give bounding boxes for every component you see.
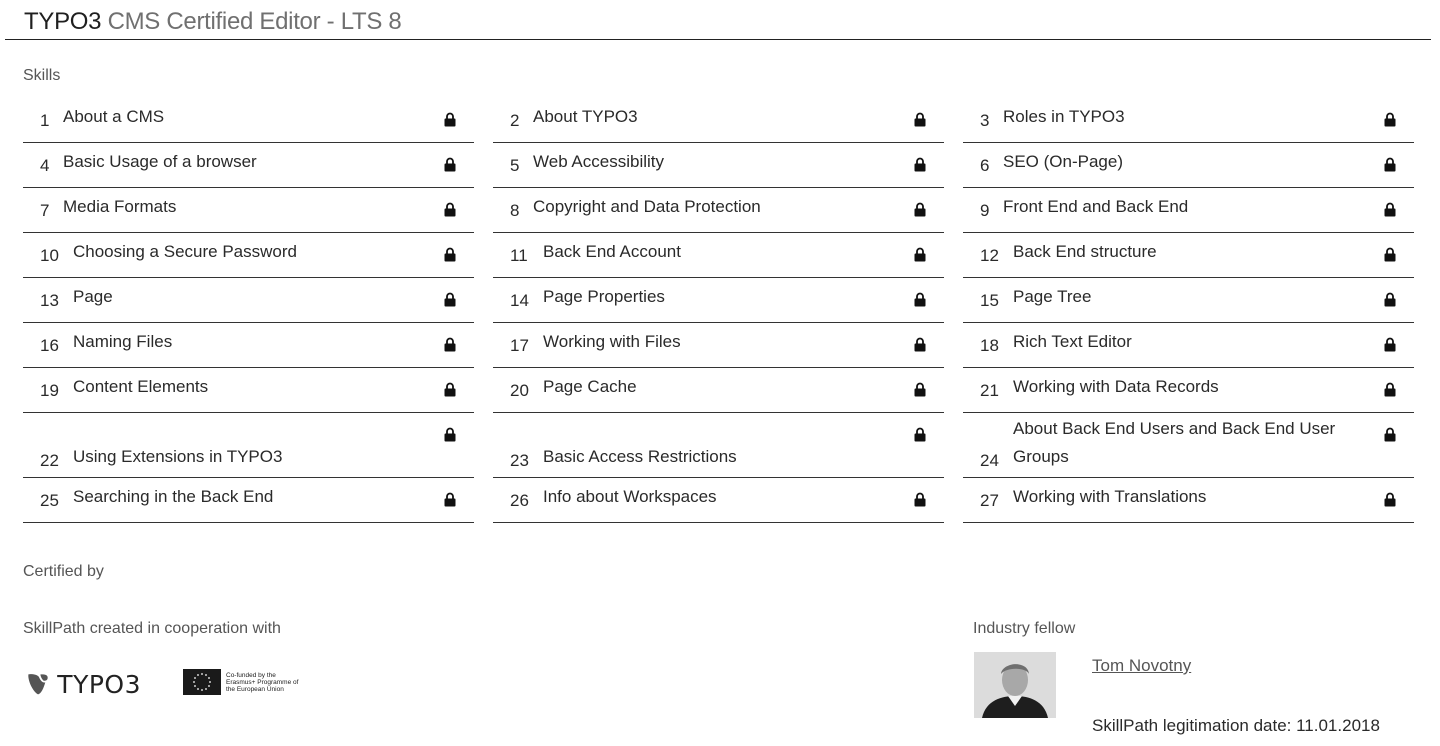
- skill-number: 19: [40, 381, 59, 400]
- skill-number: 4: [40, 156, 50, 175]
- skill-number: 3: [980, 111, 990, 130]
- skill-label: Searching in the Back End: [73, 487, 274, 506]
- skill-label: Web Accessibility: [533, 152, 665, 171]
- brand-light: CMS Certified Editor - LTS 8: [101, 8, 402, 35]
- lock-icon: [444, 112, 456, 127]
- skill-label: Info about Workspaces: [543, 487, 717, 506]
- skill-label: About TYPO3: [533, 107, 638, 126]
- skill-item[interactable]: [23, 143, 474, 188]
- lock-icon: [914, 492, 926, 507]
- skill-number: 14: [510, 291, 529, 310]
- skill-item[interactable]: [493, 413, 944, 478]
- skill-label: Naming Files: [73, 332, 173, 351]
- lock-icon: [1384, 247, 1396, 262]
- skill-label: Page Properties: [543, 287, 665, 306]
- skill-item[interactable]: [963, 143, 1414, 188]
- lock-icon: [1384, 292, 1396, 307]
- lock-icon: [1384, 157, 1396, 172]
- skill-item[interactable]: [23, 478, 474, 523]
- skill-item[interactable]: [963, 413, 1414, 478]
- skill-number: 9: [980, 201, 990, 220]
- lock-icon: [1384, 427, 1396, 442]
- typo3-logo[interactable]: [26, 667, 141, 701]
- lock-icon: [444, 292, 456, 307]
- skill-item[interactable]: [23, 368, 474, 413]
- lock-icon: [1384, 337, 1396, 352]
- skill-number: 7: [40, 201, 50, 220]
- typo3-logo-text: TYPO3: [57, 669, 141, 699]
- skill-label: Content Elements: [73, 377, 209, 396]
- skill-label: Roles in TYPO3: [1003, 107, 1125, 126]
- skill-label: Back End structure: [1013, 242, 1157, 261]
- skill-label: SEO (On-Page): [1003, 152, 1123, 171]
- skill-item[interactable]: [963, 323, 1414, 368]
- lock-icon: [914, 292, 926, 307]
- skill-item[interactable]: [493, 368, 944, 413]
- skill-item[interactable]: [963, 188, 1414, 233]
- cooperation-heading: SkillPath created in cooperation with: [23, 620, 281, 637]
- skill-label: Page: [73, 287, 113, 306]
- skill-number: 2: [510, 111, 520, 130]
- skill-number: 26: [510, 491, 529, 510]
- page-title: [24, 8, 401, 36]
- skill-number: 5: [510, 156, 520, 175]
- lock-icon: [444, 382, 456, 397]
- skill-label: Basic Usage of a browser: [63, 152, 257, 171]
- skill-label: Media Formats: [63, 197, 177, 216]
- skill-number: 16: [40, 336, 59, 355]
- lock-icon: [914, 112, 926, 127]
- skill-item[interactable]: [493, 233, 944, 278]
- skill-number: 20: [510, 381, 529, 400]
- skill-label: Back End Account: [543, 242, 681, 261]
- skill-label: Using Extensions in TYPO3: [73, 447, 283, 466]
- skill-label: Working with Data Records: [1013, 377, 1219, 396]
- skill-item[interactable]: [23, 323, 474, 368]
- lock-icon: [1384, 492, 1396, 507]
- skill-number: 15: [980, 291, 999, 310]
- lock-icon: [444, 157, 456, 172]
- skill-number: 25: [40, 491, 59, 510]
- skill-number: 6: [980, 156, 990, 175]
- skill-item[interactable]: [23, 278, 474, 323]
- skill-item[interactable]: [493, 143, 944, 188]
- lock-icon: [444, 427, 456, 442]
- lock-icon: [444, 202, 456, 217]
- legitimation-date: SkillPath legitimation date: 11.01.2018: [1092, 716, 1380, 735]
- skill-label: About a CMS: [63, 107, 165, 126]
- skill-label: About Back End Users and Back End User Groups: [1013, 419, 1336, 466]
- skill-number: 24: [980, 451, 999, 470]
- page-header: [5, 0, 1431, 40]
- skill-number: 22: [40, 451, 59, 470]
- skill-label: Basic Access Restrictions: [543, 447, 737, 466]
- eu-flag-icon: [183, 669, 221, 695]
- eu-logo-text: Co-funded by the Erasmus+ Programme of the European Union: [226, 671, 299, 693]
- skill-label: Copyright and Data Protection: [533, 197, 761, 216]
- skill-item[interactable]: [963, 368, 1414, 413]
- skill-item[interactable]: [493, 323, 944, 368]
- skill-item[interactable]: [963, 98, 1414, 143]
- skill-label: Working with Files: [543, 332, 681, 351]
- skills-grid: [23, 98, 1415, 522]
- skill-item[interactable]: [493, 98, 944, 143]
- skill-number: 27: [980, 491, 999, 510]
- skill-label: Page Tree: [1013, 287, 1092, 306]
- lock-icon: [914, 247, 926, 262]
- skill-item[interactable]: [23, 98, 474, 143]
- skill-item[interactable]: [493, 478, 944, 523]
- skill-number: 18: [980, 336, 999, 355]
- eu-erasmus-logo[interactable]: [183, 668, 308, 696]
- brand-strong: TYPO3: [24, 8, 102, 35]
- avatar: [974, 652, 1056, 718]
- skill-item[interactable]: [963, 233, 1414, 278]
- typo3-logo-icon: [26, 669, 53, 699]
- skill-number: 11: [510, 246, 528, 265]
- skill-label: Rich Text Editor: [1013, 332, 1132, 351]
- skill-number: 23: [510, 451, 529, 470]
- skill-item[interactable]: [963, 478, 1414, 523]
- lock-icon: [914, 337, 926, 352]
- skill-label: Choosing a Secure Password: [73, 242, 297, 261]
- skill-item[interactable]: [493, 188, 944, 233]
- lock-icon: [1384, 202, 1396, 217]
- skill-number: 10: [40, 246, 59, 265]
- certified-by-heading: Certified by: [23, 563, 104, 580]
- lock-icon: [914, 202, 926, 217]
- lock-icon: [1384, 112, 1396, 127]
- industry-fellow-heading: Industry fellow: [973, 620, 1076, 637]
- lock-icon: [444, 337, 456, 352]
- lock-icon: [914, 157, 926, 172]
- lock-icon: [914, 382, 926, 397]
- skill-number: 17: [510, 336, 529, 355]
- skill-item[interactable]: [23, 188, 474, 233]
- skill-number: 13: [40, 291, 59, 310]
- skill-label: Working with Translations: [1013, 487, 1207, 506]
- skill-number: 8: [510, 201, 520, 220]
- lock-icon: [444, 492, 456, 507]
- skill-number: 21: [980, 381, 999, 400]
- skill-item[interactable]: [23, 233, 474, 278]
- skills-heading: Skills: [23, 67, 61, 84]
- skill-label: Page Cache: [543, 377, 637, 396]
- skill-number: 1: [40, 111, 50, 130]
- lock-icon: [914, 427, 926, 442]
- skill-item[interactable]: [493, 278, 944, 323]
- skill-item[interactable]: [23, 413, 474, 478]
- lock-icon: [1384, 382, 1396, 397]
- skill-label: Front End and Back End: [1003, 197, 1189, 216]
- skill-item[interactable]: [963, 278, 1414, 323]
- skill-number: 12: [980, 246, 999, 265]
- lock-icon: [444, 247, 456, 262]
- fellow-name-link[interactable]: Tom Novotny: [1092, 656, 1192, 675]
